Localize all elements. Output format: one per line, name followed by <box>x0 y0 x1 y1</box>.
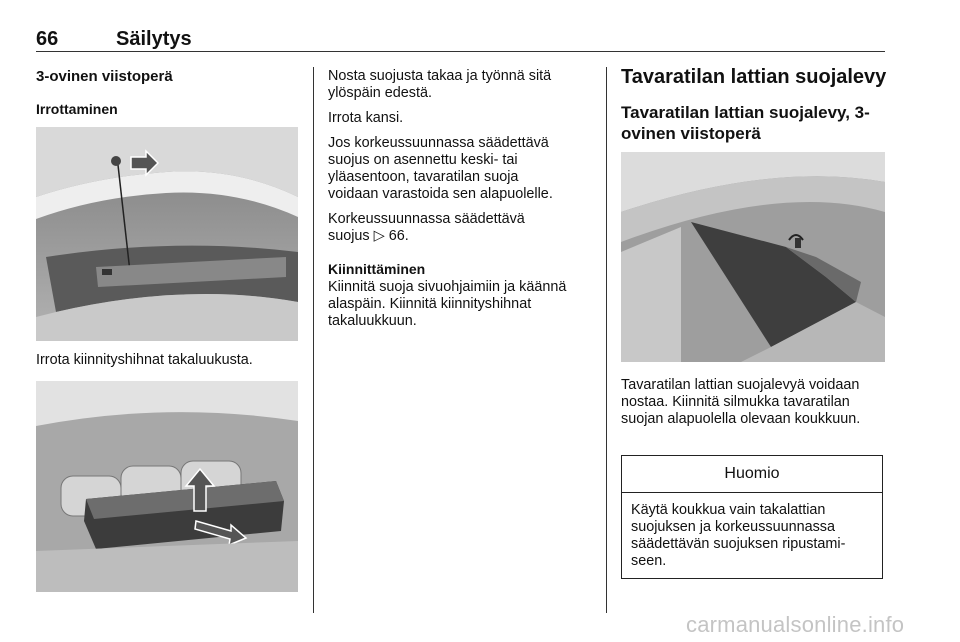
page-reference-icon: ▷ <box>373 228 385 244</box>
col2-paragraph-2: Irrota kansi. <box>328 110 404 126</box>
figure-cover-removal <box>36 127 298 341</box>
col1-caption: Irrota kiinnityshihnat takaluukusta. <box>36 352 253 368</box>
col2-subheading: Kiinnittäminen <box>328 261 426 277</box>
column-divider-2 <box>606 67 607 613</box>
page-reference-link[interactable]: 66. <box>388 228 409 244</box>
page-number: 66 <box>36 28 59 50</box>
col3-heading: Tavaratilan lattian suojalevy <box>621 66 887 88</box>
header-rule <box>36 51 885 52</box>
section-title: Säilytys <box>116 28 192 50</box>
col1-heading: 3-ovinen viistoperä <box>36 68 173 85</box>
col3-paragraph: Tavaratilan lattian suojalevyä voidaan nostaa. Kiinnitä silmukka tavaratilan suojan alapuolella olevaan koukkuun. <box>621 377 861 427</box>
col3-subheading: Tavaratilan lattian suojalevy, 3-ovinen viistoperä <box>621 103 870 143</box>
col2-paragraph-4 <box>328 211 558 245</box>
figure-floor-cover <box>621 152 885 362</box>
col2-paragraph-3: Jos korkeussuunnassa säädettävä suojus on asennettu keski- tai yläasentoon, tavaratilan suoja voidaan varastoida sen alapuolelle. <box>328 135 553 202</box>
col2-paragraph-5: Kiinnitä suoja sivuohjaimiin ja käännä alaspäin. Kiinnitä kiinnityshihnat takaluukkuun. <box>328 279 567 329</box>
note-text: Käytä koukkua vain takalattian suojuksen ja korkeussuunnassa säädettävän suojuksen ripustamiseen. <box>631 502 846 569</box>
col1-subheading: Irrottaminen <box>36 101 118 117</box>
col2-paragraph-1: Nosta suojusta takaa ja työnnä sitä ylöspäin edestä. <box>328 68 552 101</box>
col2-paragraph-4-text: Korkeussuunnassa säädettävä suojus <box>328 211 525 244</box>
note-box <box>621 455 883 579</box>
column-divider-1 <box>313 67 314 613</box>
footer-watermark: carmanualsonline.info <box>686 612 905 637</box>
figure-cover-lift <box>36 381 298 592</box>
note-title: Huomio <box>622 456 882 493</box>
